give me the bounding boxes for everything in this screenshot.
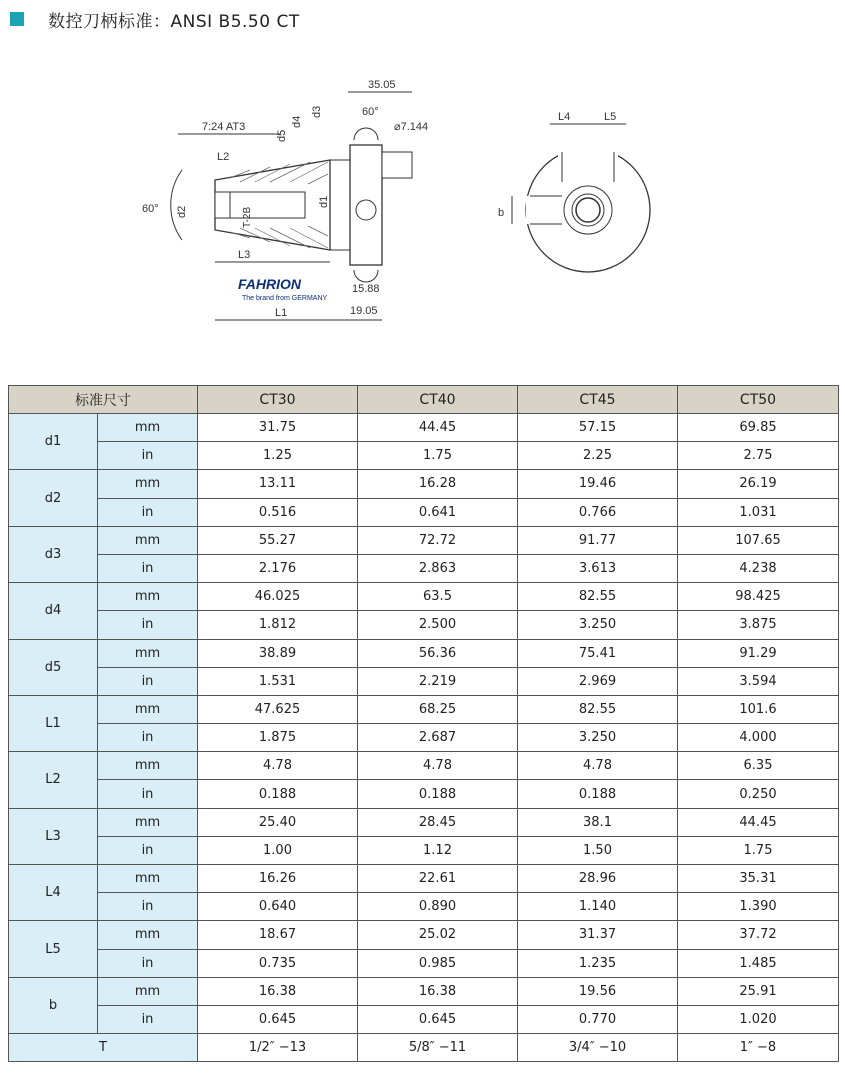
taper-label: 7:24 AT3 — [202, 121, 246, 133]
table-row — [9, 414, 839, 442]
param-label: d1 — [9, 414, 98, 470]
value-cell: 35.31 — [678, 865, 839, 893]
table-row — [9, 695, 839, 723]
value-cell: 25.40 — [198, 808, 358, 836]
param-label: d3 — [9, 526, 98, 582]
unit-label: mm — [98, 752, 198, 780]
dim-19-05: 19.05 — [350, 305, 378, 317]
param-label: d5 — [9, 639, 98, 695]
value-cell: 55.27 — [198, 526, 358, 554]
page-header — [10, 6, 300, 32]
unit-label: in — [98, 893, 198, 921]
table-row — [9, 583, 839, 611]
table-row — [9, 442, 839, 470]
value-cell: 3.613 — [518, 554, 678, 582]
value-cell: 38.1 — [518, 808, 678, 836]
unit-label: mm — [98, 695, 198, 723]
value-cell: 16.38 — [358, 977, 518, 1005]
value-cell: 107.65 — [678, 526, 839, 554]
value-cell: 3.250 — [518, 724, 678, 752]
value-cell: 16.28 — [358, 470, 518, 498]
technical-drawing — [130, 70, 690, 340]
table-row — [9, 780, 839, 808]
value-cell: 13.11 — [198, 470, 358, 498]
value-cell: 0.890 — [358, 893, 518, 921]
table-row — [9, 949, 839, 977]
value-cell: 44.45 — [678, 808, 839, 836]
param-label: L4 — [9, 865, 98, 921]
table-row — [9, 977, 839, 1005]
value-cell: 28.45 — [358, 808, 518, 836]
value-cell: 18.67 — [198, 921, 358, 949]
table-row — [9, 752, 839, 780]
value-cell: 0.516 — [198, 498, 358, 526]
value-cell: 25.02 — [358, 921, 518, 949]
dim-l1: L1 — [275, 307, 288, 319]
dim-d4: d4 — [291, 115, 303, 128]
unit-label: mm — [98, 414, 198, 442]
value-cell: 1.875 — [198, 724, 358, 752]
unit-label: in — [98, 667, 198, 695]
value-cell: 0.766 — [518, 498, 678, 526]
dim-l3: L3 — [238, 249, 251, 261]
value-cell: 1.12 — [358, 836, 518, 864]
value-cell: 0.770 — [518, 1005, 678, 1033]
value-cell: 1.812 — [198, 611, 358, 639]
value-cell: 1.031 — [678, 498, 839, 526]
unit-label: mm — [98, 470, 198, 498]
param-label: L5 — [9, 921, 98, 977]
value-cell: 4.78 — [358, 752, 518, 780]
value-cell: 46.025 — [198, 583, 358, 611]
value-cell: 91.29 — [678, 639, 839, 667]
thread-label: T-2B — [242, 206, 253, 228]
value-cell: 0.985 — [358, 949, 518, 977]
unit-label: in — [98, 554, 198, 582]
value-cell: 56.36 — [358, 639, 518, 667]
unit-label: mm — [98, 921, 198, 949]
value-cell: 0.250 — [678, 780, 839, 808]
thread-row — [9, 1034, 839, 1062]
value-cell: 0.645 — [198, 1005, 358, 1033]
param-label: b — [9, 977, 98, 1033]
dim-angle-left: 60° — [142, 203, 159, 215]
unit-label: in — [98, 836, 198, 864]
dim-l5: L5 — [604, 111, 617, 123]
value-cell: 6.35 — [678, 752, 839, 780]
value-cell: 1.75 — [678, 836, 839, 864]
value-cell: 82.55 — [518, 583, 678, 611]
value-cell: 37.72 — [678, 921, 839, 949]
value-cell: 25.91 — [678, 977, 839, 1005]
accent-square-icon — [10, 12, 24, 26]
col-header: CT30 — [198, 386, 358, 414]
value-cell: 2.687 — [358, 724, 518, 752]
dim-d3: d3 — [311, 105, 323, 118]
thread-value: 3/4″ −10 — [518, 1034, 678, 1062]
value-cell: 0.640 — [198, 893, 358, 921]
spec-table — [8, 385, 839, 1062]
value-cell: 3.250 — [518, 611, 678, 639]
value-cell: 38.89 — [198, 639, 358, 667]
thread-value: 1″ −8 — [678, 1034, 839, 1062]
value-cell: 1.485 — [678, 949, 839, 977]
param-label: L1 — [9, 695, 98, 751]
end-view — [498, 111, 650, 272]
value-cell: 2.500 — [358, 611, 518, 639]
thread-label: T — [9, 1034, 198, 1062]
dim-l4: L4 — [558, 111, 571, 123]
value-cell: 75.41 — [518, 639, 678, 667]
dim-b: b — [498, 207, 505, 219]
dim-d1: d1 — [318, 195, 330, 208]
unit-label: mm — [98, 865, 198, 893]
unit-label: in — [98, 1005, 198, 1033]
value-cell: 1.140 — [518, 893, 678, 921]
unit-label: mm — [98, 977, 198, 1005]
table-row — [9, 526, 839, 554]
table-row — [9, 498, 839, 526]
value-cell: 0.188 — [358, 780, 518, 808]
unit-label: mm — [98, 583, 198, 611]
table-row — [9, 639, 839, 667]
value-cell: 72.72 — [358, 526, 518, 554]
value-cell: 16.26 — [198, 865, 358, 893]
value-cell: 31.75 — [198, 414, 358, 442]
dim-angle-top: 60° — [362, 106, 379, 118]
table-row — [9, 470, 839, 498]
col-header: CT40 — [358, 386, 518, 414]
value-cell: 101.6 — [678, 695, 839, 723]
table-row — [9, 611, 839, 639]
table-header-row — [9, 386, 839, 414]
value-cell: 19.46 — [518, 470, 678, 498]
unit-label: in — [98, 498, 198, 526]
value-cell: 4.78 — [518, 752, 678, 780]
page-title: 数控刀柄标准：ANSI B5.50 CT — [48, 11, 300, 32]
fahrion-logo — [238, 276, 328, 302]
value-cell: 4.000 — [678, 724, 839, 752]
unit-label: in — [98, 780, 198, 808]
value-cell: 1.75 — [358, 442, 518, 470]
value-cell: 31.37 — [518, 921, 678, 949]
value-cell: 2.75 — [678, 442, 839, 470]
value-cell: 0.641 — [358, 498, 518, 526]
value-cell: 2.25 — [518, 442, 678, 470]
unit-label: mm — [98, 639, 198, 667]
value-cell: 0.188 — [518, 780, 678, 808]
value-cell: 44.45 — [358, 414, 518, 442]
value-cell: 1.235 — [518, 949, 678, 977]
value-cell: 63.5 — [358, 583, 518, 611]
value-cell: 2.863 — [358, 554, 518, 582]
logo-name: FAHRION — [238, 276, 301, 292]
param-label: d2 — [9, 470, 98, 526]
value-cell: 2.969 — [518, 667, 678, 695]
table-row — [9, 893, 839, 921]
logo-tagline: The brand from GERMANY — [242, 295, 328, 302]
unit-label: in — [98, 442, 198, 470]
value-cell: 1.020 — [678, 1005, 839, 1033]
value-cell: 3.594 — [678, 667, 839, 695]
value-cell: 68.25 — [358, 695, 518, 723]
table-row — [9, 865, 839, 893]
value-cell: 16.38 — [198, 977, 358, 1005]
value-cell: 4.78 — [198, 752, 358, 780]
unit-label: in — [98, 949, 198, 977]
value-cell: 28.96 — [518, 865, 678, 893]
value-cell: 0.735 — [198, 949, 358, 977]
value-cell: 0.645 — [358, 1005, 518, 1033]
table-row — [9, 836, 839, 864]
value-cell: 91.77 — [518, 526, 678, 554]
dim-d2: d2 — [176, 205, 188, 218]
table-row — [9, 921, 839, 949]
param-label: L3 — [9, 808, 98, 864]
value-cell: 2.176 — [198, 554, 358, 582]
table-row — [9, 808, 839, 836]
dim-15-88: 15.88 — [352, 283, 380, 295]
value-cell: 2.219 — [358, 667, 518, 695]
value-cell: 0.188 — [198, 780, 358, 808]
dim-hole: ⌀7.144 — [394, 121, 429, 133]
table-row — [9, 667, 839, 695]
param-label: L2 — [9, 752, 98, 808]
value-cell: 1.25 — [198, 442, 358, 470]
dim-35-05: 35.05 — [368, 79, 396, 91]
col-header: CT45 — [518, 386, 678, 414]
table-row — [9, 1005, 839, 1033]
col-header: CT50 — [678, 386, 839, 414]
unit-label: in — [98, 611, 198, 639]
dim-l2: L2 — [217, 151, 230, 163]
unit-label: in — [98, 724, 198, 752]
unit-label: mm — [98, 808, 198, 836]
value-cell: 57.15 — [518, 414, 678, 442]
value-cell: 22.61 — [358, 865, 518, 893]
value-cell: 19.56 — [518, 977, 678, 1005]
value-cell: 1.390 — [678, 893, 839, 921]
value-cell: 82.55 — [518, 695, 678, 723]
value-cell: 1.50 — [518, 836, 678, 864]
value-cell: 26.19 — [678, 470, 839, 498]
value-cell: 3.875 — [678, 611, 839, 639]
thread-value: 5/8″ −11 — [358, 1034, 518, 1062]
unit-label: mm — [98, 526, 198, 554]
value-cell: 47.625 — [198, 695, 358, 723]
value-cell: 4.238 — [678, 554, 839, 582]
value-cell: 69.85 — [678, 414, 839, 442]
dim-d5: d5 — [276, 129, 288, 142]
table-row — [9, 554, 839, 582]
param-label: d4 — [9, 583, 98, 639]
value-cell: 98.425 — [678, 583, 839, 611]
value-cell: 1.00 — [198, 836, 358, 864]
table-row — [9, 724, 839, 752]
header-label: 标准尺寸 — [9, 386, 198, 414]
thread-value: 1/2″ −13 — [198, 1034, 358, 1062]
value-cell: 1.531 — [198, 667, 358, 695]
